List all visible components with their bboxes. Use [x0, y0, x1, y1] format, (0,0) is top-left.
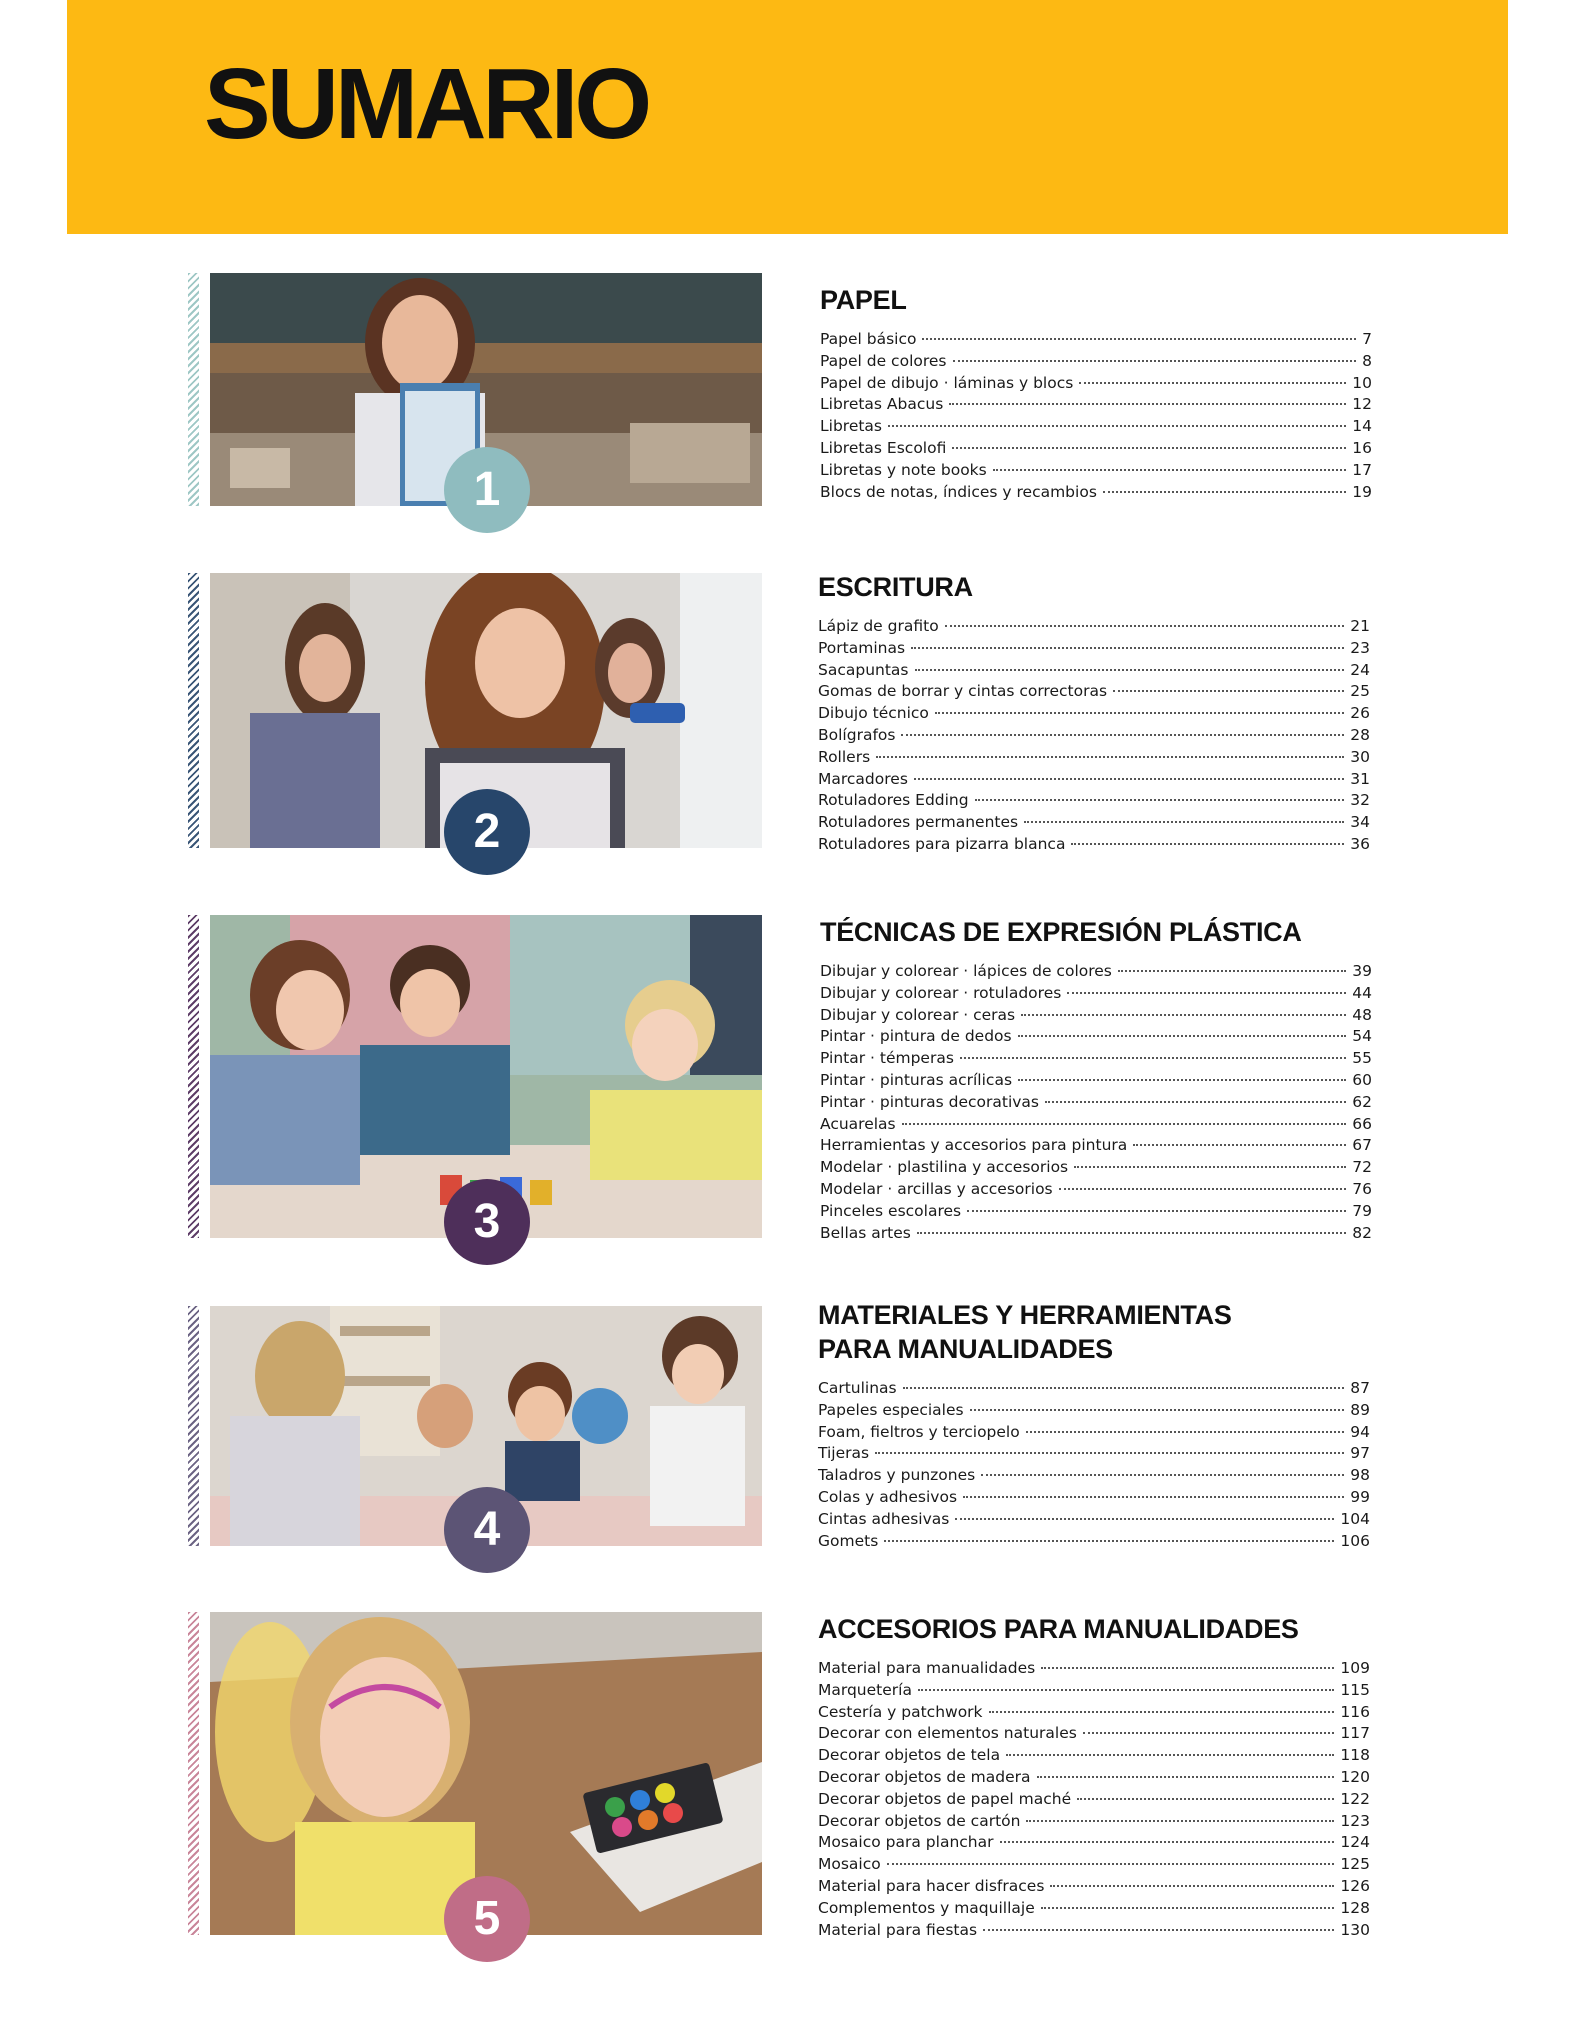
toc-entry[interactable]: Blocs de notas, índices y recambios 19	[820, 482, 1372, 501]
toc-entry[interactable]: Pinceles escolares 79	[820, 1201, 1372, 1220]
toc-entry[interactable]: Acuarelas 66	[820, 1114, 1372, 1133]
section-heading: TÉCNICAS DE EXPRESIÓN PLÁSTICA	[820, 917, 1302, 947]
toc-entry[interactable]: Herramientas y accesorios para pintura 67	[820, 1136, 1372, 1155]
toc-entry[interactable]: Pintar · pinturas acrílicas 60	[820, 1070, 1372, 1089]
section-stripe	[188, 1306, 199, 1546]
section-heading: MATERIALES Y HERRAMIENTAS PARA MANUALIDADES	[818, 1300, 1232, 1364]
toc-entry[interactable]: Lápiz de grafito 21	[818, 617, 1370, 635]
toc-entry[interactable]: Modelar · arcillas y accesorios 76	[820, 1179, 1372, 1198]
section-number-badge: 1	[444, 447, 530, 533]
section-number-badge: 2	[444, 789, 530, 875]
toc-entry[interactable]: Bellas artes 82	[820, 1223, 1372, 1242]
toc-entry[interactable]: Mosaico para planchar 124	[818, 1833, 1370, 1852]
toc-block	[818, 570, 1370, 856]
toc-entry[interactable]: Papel de dibujo · láminas y blocs 10	[820, 373, 1372, 392]
toc-entry[interactable]: Decorar con elementos naturales 117	[818, 1724, 1370, 1743]
toc-entry[interactable]: Gomets 106	[818, 1531, 1370, 1550]
toc-entry[interactable]: Rotuladores para pizarra blanca 36	[818, 834, 1370, 853]
toc-entry[interactable]: Rollers 30	[818, 747, 1370, 766]
section-number-badge: 3	[444, 1179, 530, 1265]
toc-entry[interactable]: Cintas adhesivas 104	[818, 1509, 1370, 1528]
toc-entry[interactable]: Rotuladores Edding 32	[818, 791, 1370, 810]
toc-entry[interactable]: Gomas de borrar y cintas correctoras 25	[818, 682, 1370, 701]
toc-entry[interactable]: Modelar · plastilina y accesorios 72	[820, 1158, 1372, 1177]
toc-entry[interactable]: Decorar objetos de madera 120	[818, 1767, 1370, 1786]
toc-entry[interactable]: Papel de colores 8	[820, 351, 1372, 370]
section-stripe	[188, 915, 199, 1238]
toc-entry[interactable]: Pintar · pintura de dedos 54	[820, 1027, 1372, 1046]
toc-entry[interactable]: Papel básico 7	[820, 330, 1372, 348]
toc-entry[interactable]: Dibujar y colorear · rotuladores 44	[820, 983, 1372, 1002]
section-heading: ESCRITURA	[818, 572, 973, 602]
toc-entry[interactable]: Decorar objetos de cartón 123	[818, 1811, 1370, 1830]
toc-entry[interactable]: Rotuladores permanentes 34	[818, 813, 1370, 832]
toc-entry[interactable]: Libretas 14	[820, 417, 1372, 436]
toc-entry[interactable]: Dibujo técnico 26	[818, 704, 1370, 723]
toc-entry[interactable]: Decorar objetos de papel maché 122	[818, 1789, 1370, 1808]
toc-list	[818, 616, 1370, 856]
section-stripe	[188, 573, 199, 848]
toc-entry[interactable]: Cartulinas 87	[818, 1379, 1370, 1397]
page-title: SUMARIO	[204, 48, 649, 160]
toc-entry[interactable]: Taladros y punzones 98	[818, 1466, 1370, 1485]
toc-block	[818, 1298, 1370, 1552]
toc-list	[820, 961, 1372, 1244]
section-stripe	[188, 273, 199, 506]
toc-entry[interactable]: Pintar · témperas 55	[820, 1049, 1372, 1068]
toc-entry[interactable]: Dibujar y colorear · lápices de colores 39	[820, 962, 1372, 980]
toc-list	[820, 329, 1372, 503]
toc-entry[interactable]: Material para manualidades 109	[818, 1659, 1370, 1677]
toc-entry[interactable]: Foam, fieltros y terciopelo 94	[818, 1422, 1370, 1441]
toc-block	[820, 915, 1372, 1244]
toc-list	[818, 1658, 1370, 1941]
toc-entry[interactable]: Pintar · pinturas decorativas 62	[820, 1092, 1372, 1111]
toc-entry[interactable]: Complementos y maquillaje 128	[818, 1898, 1370, 1917]
toc-entry[interactable]: Decorar objetos de tela 118	[818, 1746, 1370, 1765]
toc-entry[interactable]: Papeles especiales 89	[818, 1400, 1370, 1419]
toc-entry[interactable]: Cestería y patchwork 116	[818, 1702, 1370, 1721]
toc-entry[interactable]: Colas y adhesivos 99	[818, 1487, 1370, 1506]
toc-entry[interactable]: Dibujar y colorear · ceras 48	[820, 1005, 1372, 1024]
toc-entry[interactable]: Libretas Escolofi 16	[820, 438, 1372, 457]
toc-entry[interactable]: Libretas Abacus 12	[820, 395, 1372, 414]
section-heading: PAPEL	[820, 285, 907, 315]
section-heading: ACCESORIOS PARA MANUALIDADES	[818, 1614, 1299, 1644]
toc-entry[interactable]: Mosaico 125	[818, 1855, 1370, 1874]
toc-block	[818, 1612, 1370, 1941]
toc-block	[820, 283, 1372, 503]
toc-list	[818, 1378, 1370, 1552]
toc-entry[interactable]: Bolígrafos 28	[818, 725, 1370, 744]
toc-entry[interactable]: Portaminas 23	[818, 638, 1370, 657]
toc-entry[interactable]: Material para hacer disfraces 126	[818, 1876, 1370, 1895]
header-banner	[67, 0, 1508, 234]
section-stripe	[188, 1612, 199, 1935]
toc-entry[interactable]: Sacapuntas 24	[818, 660, 1370, 679]
section-number-badge: 5	[444, 1876, 530, 1962]
toc-entry[interactable]: Libretas y note books 17	[820, 460, 1372, 479]
toc-entry[interactable]: Marcadores 31	[818, 769, 1370, 788]
section-number-badge: 4	[444, 1487, 530, 1573]
toc-entry[interactable]: Tijeras 97	[818, 1444, 1370, 1463]
toc-entry[interactable]: Material para fiestas 130	[818, 1920, 1370, 1939]
toc-entry[interactable]: Marquetería 115	[818, 1680, 1370, 1699]
